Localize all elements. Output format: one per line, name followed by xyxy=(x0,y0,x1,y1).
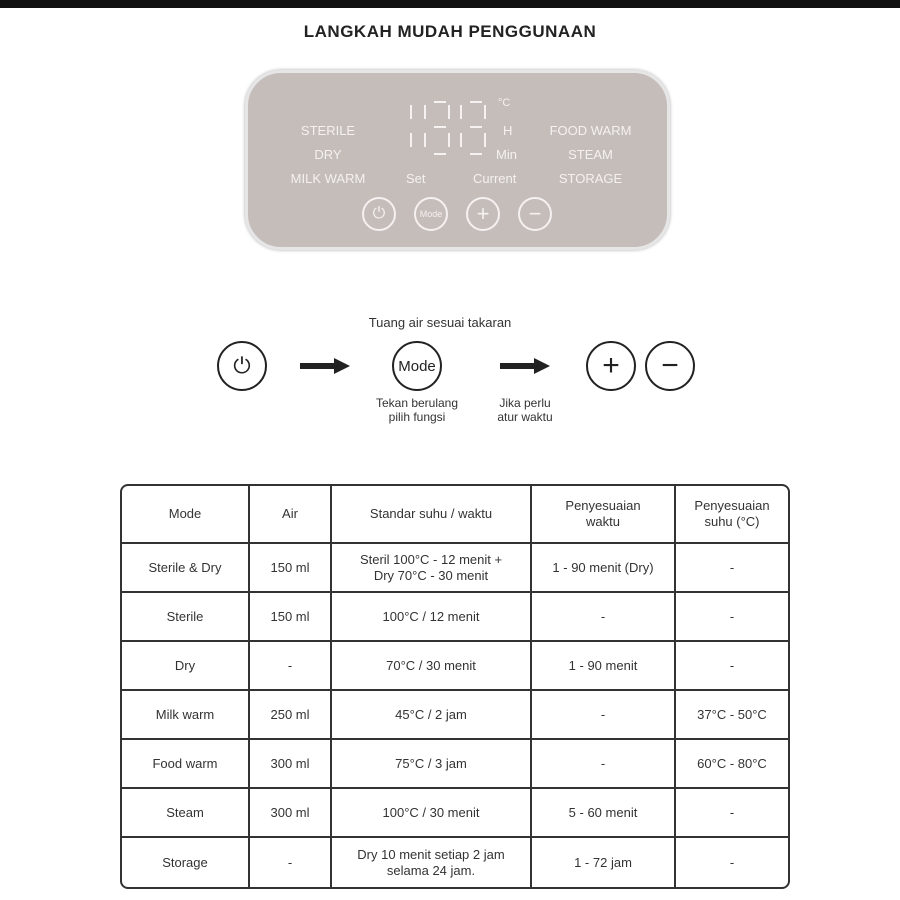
table-row xyxy=(122,740,788,789)
cell-temp-adjust: - xyxy=(676,642,788,691)
step-plus-button xyxy=(586,341,636,391)
header-air: Air xyxy=(250,486,332,544)
cell-air: 150 ml xyxy=(250,593,332,642)
header-time-adjust: Penyesuaian waktu xyxy=(532,486,676,544)
set-label: Set xyxy=(406,171,426,186)
top-bar xyxy=(0,0,900,8)
table-row xyxy=(122,642,788,691)
cell-air: - xyxy=(250,838,332,887)
cell-standard: Steril 100°C - 12 menit + Dry 70°C - 30 menit xyxy=(332,544,532,593)
mode-table xyxy=(120,484,790,889)
cell-time-adjust: 5 - 60 menit xyxy=(532,789,676,838)
cell-standard: 100°C / 12 menit xyxy=(332,593,532,642)
mode-label-milk-warm: MILK WARM xyxy=(290,171,366,186)
cell-mode: Dry xyxy=(122,642,250,691)
header-temp-adjust: Penyesuaian suhu (°C) xyxy=(676,486,788,544)
power-icon: ⏻ xyxy=(372,205,386,222)
cell-temp-adjust: 37°C - 50°C xyxy=(676,691,788,740)
cell-time-adjust: - xyxy=(532,593,676,642)
power-icon: ⏻ xyxy=(233,353,251,378)
unit-hour: H xyxy=(503,123,513,138)
cell-standard: 45°C / 2 jam xyxy=(332,691,532,740)
step-note: Tuang air sesuai takaran xyxy=(368,315,512,330)
header-standard: Standar suhu / waktu xyxy=(332,486,532,544)
cell-standard: 100°C / 30 menit xyxy=(332,789,532,838)
cell-mode: Sterile & Dry xyxy=(122,544,250,593)
unit-celsius: °C xyxy=(498,97,511,109)
panel-plus-button[interactable] xyxy=(466,197,500,231)
step-minus-button xyxy=(645,341,695,391)
table-row xyxy=(122,789,788,838)
unit-min: Min xyxy=(496,147,517,162)
mode-caption: Tekan berulang pilih fungsi xyxy=(375,396,459,424)
cell-temp-adjust: 60°C - 80°C xyxy=(676,740,788,789)
cell-air: 300 ml xyxy=(250,740,332,789)
cell-mode: Milk warm xyxy=(122,691,250,740)
cell-standard: Dry 10 menit setiap 2 jam selama 24 jam. xyxy=(332,838,532,887)
cell-temp-adjust: - xyxy=(676,789,788,838)
page-title: LANGKAH MUDAH PENGGUNAAN xyxy=(303,22,597,41)
cell-temp-adjust: - xyxy=(676,593,788,642)
panel-minus-button[interactable] xyxy=(518,197,552,231)
cell-temp-adjust: - xyxy=(676,544,788,593)
mode-label-food-warm: FOOD WARM xyxy=(549,123,632,138)
cell-mode: Sterile xyxy=(122,593,250,642)
step-mode-button: Mode xyxy=(392,341,442,391)
arrow-right-icon xyxy=(300,358,350,374)
minus-icon: − xyxy=(528,201,542,226)
cell-time-adjust: - xyxy=(532,740,676,789)
panel-power-button[interactable] xyxy=(362,197,396,231)
cell-time-adjust: 1 - 90 menit xyxy=(532,642,676,691)
cell-temp-adjust: - xyxy=(729,854,735,870)
table-row xyxy=(122,593,788,642)
cell-air: - xyxy=(250,642,332,691)
adjust-caption: Jika perlu atur waktu xyxy=(497,396,553,424)
plus-icon: + xyxy=(476,201,490,226)
mode-label-steam: STEAM xyxy=(568,147,613,162)
cell-air: 300 ml xyxy=(250,789,332,838)
arrow-right-icon xyxy=(500,358,550,374)
cell-air: 150 ml xyxy=(250,544,332,593)
cell-mode: Storage xyxy=(122,838,250,887)
table-row xyxy=(122,544,788,593)
plus-icon: + xyxy=(602,349,620,382)
cell-standard: 75°C / 3 jam xyxy=(332,740,532,789)
mode-label-storage: STORAGE xyxy=(558,171,623,186)
step-power-button xyxy=(217,341,267,391)
cell-time-adjust: 1 - 90 menit (Dry) xyxy=(532,544,676,593)
header-mode: Mode xyxy=(122,486,250,544)
table-row xyxy=(122,838,788,887)
current-label: Current xyxy=(473,171,517,186)
cell-mode: Food warm xyxy=(122,740,250,789)
cell-mode: Steam xyxy=(122,789,250,838)
cell-air: 250 ml xyxy=(250,691,332,740)
control-panel xyxy=(245,70,670,250)
minus-icon: − xyxy=(661,349,679,382)
cell-standard: 70°C / 30 menit xyxy=(332,642,532,691)
mode-label-sterile: STERILE xyxy=(300,123,356,138)
table-header-row xyxy=(122,486,788,544)
cell-time-adjust: - xyxy=(532,691,676,740)
panel-mode-button[interactable]: Mode xyxy=(414,197,448,231)
table-row xyxy=(122,691,788,740)
cell-time-adjust: 1 - 72 jam xyxy=(532,838,676,887)
mode-label-dry: DRY xyxy=(314,147,342,162)
